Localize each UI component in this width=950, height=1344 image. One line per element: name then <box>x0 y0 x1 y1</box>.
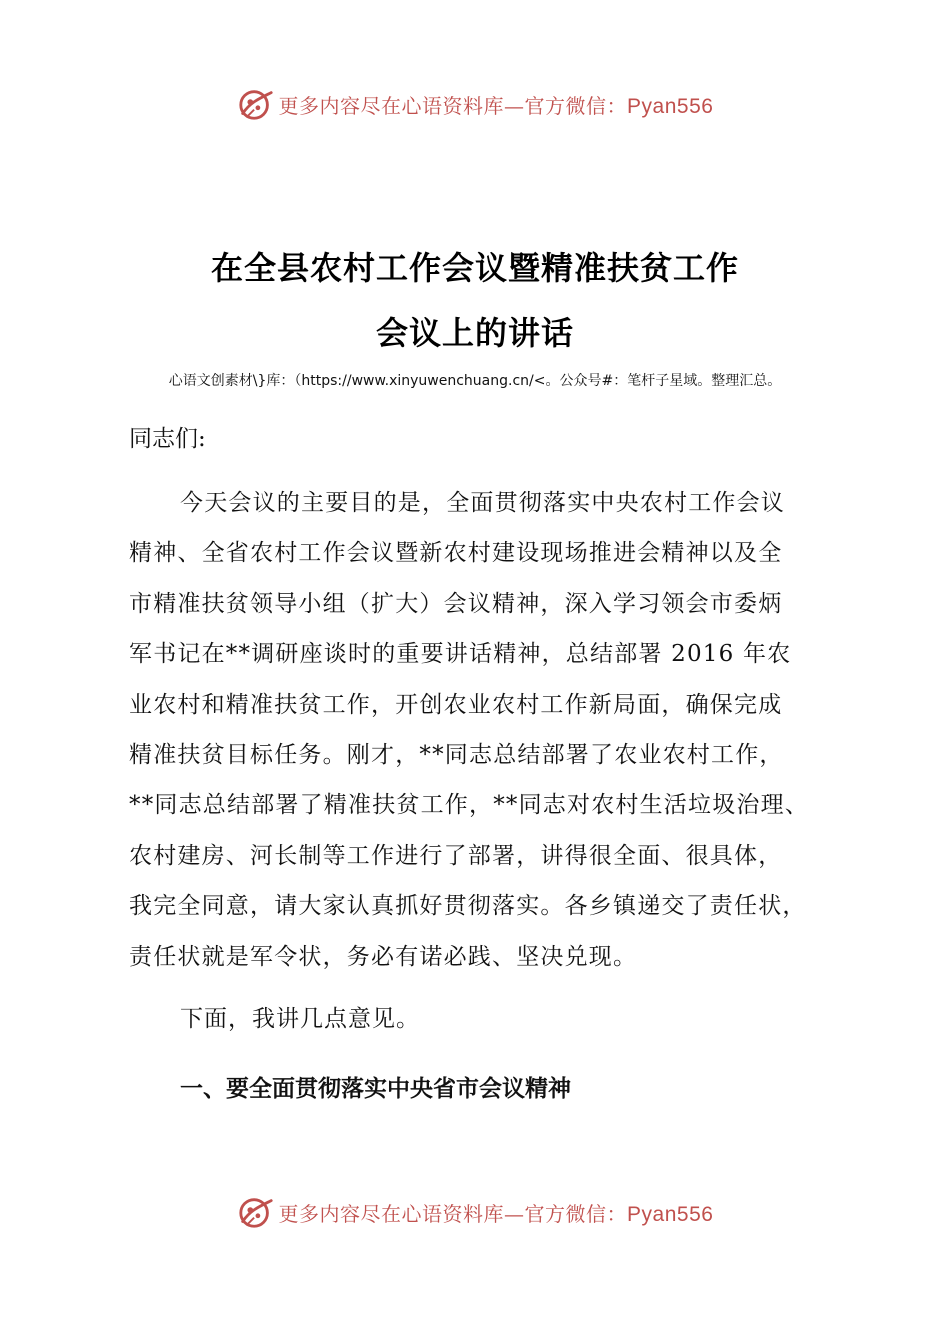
section-heading: 一、要全面贯彻落实中央省市会议精神 <box>180 1076 571 1102</box>
document-title-line-1: 在全县农村工作会议暨精准扶贫工作 <box>210 249 739 287</box>
paragraph-line: 军书记在**调研座谈时的重要讲话精神，总结部署 2016 年农 <box>129 641 792 668</box>
wechat-id: Pyan556 <box>627 94 714 118</box>
paragraph-line: 我完全同意，请大家认真抓好贯彻落实。各乡镇递交了责任状， <box>129 893 807 920</box>
paragraph-line: **同志总结部署了精准扶贫工作，**同志对农村生活垃圾治理、 <box>129 792 809 819</box>
body-paragraph <box>129 478 829 982</box>
xinyu-logo-icon <box>237 1193 275 1231</box>
paragraph-line: 今天会议的主要目的是，全面贯彻落实中央农村工作会议 <box>180 490 785 516</box>
salutation: 同志们: <box>129 426 206 452</box>
source-note: 心语文创素材\}库：（https://www.xinyuwenchuang.cn/<。公众号#：笔杆子星域。整理汇总。 <box>168 373 782 389</box>
closing-line: 下面，我讲几点意见。 <box>180 1006 420 1032</box>
paragraph-line: 市精准扶贫领导小组（扩大）会议精神，深入学习领会市委炳 <box>129 590 783 617</box>
paragraph-line: 业农村和精准扶贫工作，开创农业农村工作新局面，确保完成 <box>129 691 783 718</box>
paragraph-line: 责任状就是军令状，务必有诺必践、坚决兑现。 <box>129 943 638 970</box>
paragraph-line: 精神、全省农村工作会议暨新农村建设现场推进会精神以及全 <box>129 540 783 567</box>
header-banner <box>0 84 950 124</box>
paragraph-line: 精准扶贫目标任务。刚才，**同志总结部署了农业农村工作， <box>129 742 784 769</box>
xinyu-logo-icon <box>237 85 275 123</box>
banner-text: 更多内容尽在心语资料库—官方微信：Pyan556 <box>278 1201 714 1226</box>
document-title-line-2: 会议上的讲话 <box>375 314 574 352</box>
banner-text: 更多内容尽在心语资料库—官方微信：Pyan556 <box>278 93 714 118</box>
footer-banner <box>0 1192 950 1232</box>
wechat-id: Pyan556 <box>627 1202 714 1226</box>
paragraph-line: 农村建房、河长制等工作进行了部署，讲得很全面、很具体， <box>129 842 783 869</box>
